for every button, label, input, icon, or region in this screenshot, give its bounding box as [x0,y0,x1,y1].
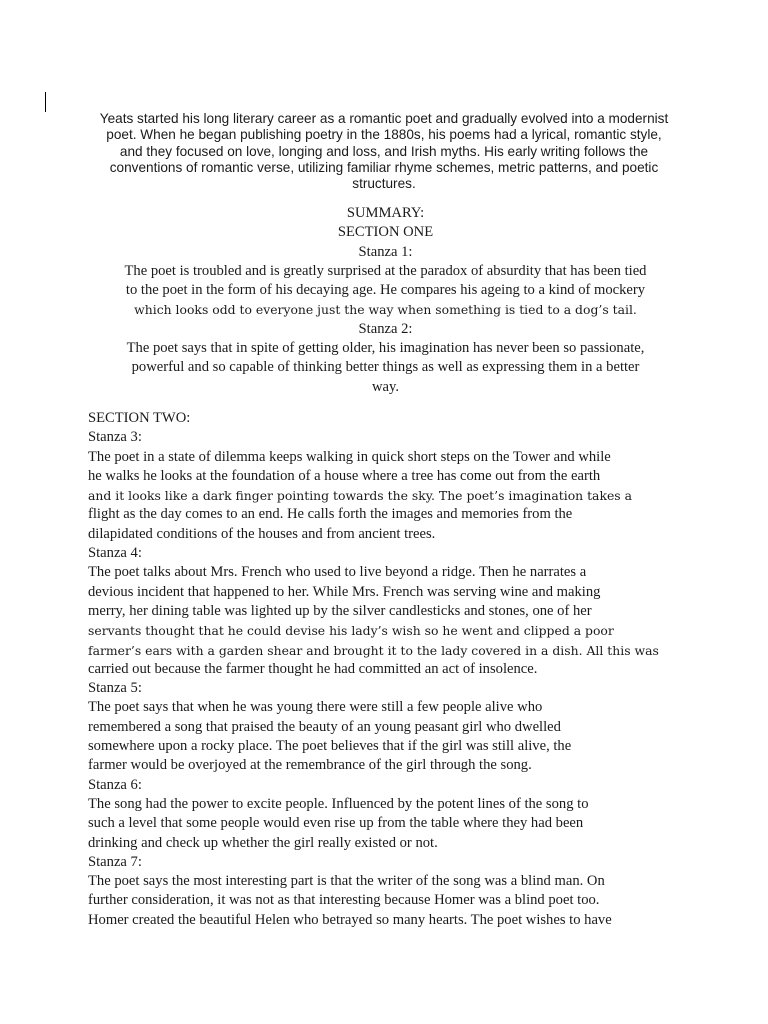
stanza-2-line: powerful and so capable of thinking better things as well as expressing them in a better [131,359,640,376]
stanza-1-line: The poet is troubled and is greatly surprised at the paradox of absurdity that has been tied [124,262,647,279]
text-cursor [45,92,46,112]
stanza-4-line: The poet talks about Mrs. French who used to live beyond a ridge. Then he narrates a [88,564,587,581]
stanza-5-line: farmer would be overjoyed at the remembrance of the girl through the song. [88,757,532,774]
stanza-5-label: Stanza 5: [88,680,142,697]
stanza-4-line: merry, her dining table was lighted up by the silver candlesticks and stones, one of her [88,602,592,619]
stanza-2-label: Stanza 2: [358,320,413,337]
section-one-heading: SECTION ONE [337,224,434,241]
stanza-4-line: devious incident that happened to her. While Mrs. French was serving wine and making [88,583,601,600]
stanza-5-line: remembered a song that praised the beauty of an young peasant girl who dwelled [88,718,561,735]
stanza-7-label: Stanza 7: [88,853,142,870]
intro-line: Yeats started his long literary career as a romantic poet and gradually evolved into a modernist [99,111,669,126]
stanza-5-line: somewhere upon a rocky place. The poet believes that if the girl was still alive, the [88,738,572,755]
stanza-3-line: he walks he looks at the foundation of a house where a tree has come out from the earth [88,467,601,484]
stanza-6-line: drinking and check up whether the girl really existed or not. [88,834,438,851]
stanza-7-line: The poet says the most interesting part is that the writer of the song was a blind man. On [88,873,605,890]
stanza-6-line: such a level that some people would even rise up from the table where they had been [88,815,584,832]
stanza-7-line: Homer created the beautiful Helen who betrayed so many hearts. The poet wishes to have [88,911,612,928]
stanza-3-label: Stanza 3: [88,429,142,446]
section-two-heading: SECTION TWO: [88,409,191,426]
stanza-6-line: The song had the power to excite people. Influenced by the potent lines of the song to [88,795,589,812]
stanza-2-line: The poet says that in spite of getting older, his imagination has never been so passionate, [126,340,645,357]
stanza-1-line: to the poet in the form of his decaying age. He compares his ageing to a kind of mockery [125,282,646,299]
stanza-1-line: which looks odd to everyone just the way when something is tied to a dog’s tail. [134,302,637,318]
intro-paragraph [88,111,680,192]
summary-body [88,204,683,930]
stanza-4-label: Stanza 4: [88,545,142,562]
stanza-3-line: dilapidated conditions of the houses and from ancient trees. [88,525,436,542]
stanza-7-line: further consideration, it was not as that interesting because Homer was a blind poet too. [88,892,600,909]
summary-heading: SUMMARY: [346,205,425,221]
intro-line: and they focused on love, longing and loss, and Irish myths. His early writing follows the [119,143,649,159]
intro-line: structures. [352,176,416,192]
stanza-4-line: servants thought that he could devise his lady’s wish so he went and clipped a poor [88,623,614,639]
stanza-3-line: and it looks like a dark finger pointing towards the sky. The poet’s imagination takes a [88,488,632,504]
stanza-4-line: farmer’s ears with a garden shear and brought it to the lady covered in a dish. All this was [88,642,659,658]
stanza-3-line: The poet in a state of dilemma keeps walking in quick short steps on the Tower and while [88,448,611,465]
stanza-3-line: flight as the day comes to an end. He calls forth the images and memories from the [88,506,573,523]
section-two [88,409,683,930]
intro-line: conventions of romantic verse, utilizing familiar rhyme schemes, metric patterns, and poetic [109,159,659,175]
stanza-6-label: Stanza 6: [88,776,142,793]
stanza-1-label: Stanza 1: [358,243,413,260]
stanza-2-line: way. [371,378,399,395]
stanza-4-line: carried out because the farmer thought he had committed an act of insolence. [88,660,538,677]
section-one [88,204,683,397]
stanza-5-line: The poet says that when he was young there were still a few people alive who [88,699,543,716]
intro-line: poet. When he began publishing poetry in the 1880s, his poems had a lyrical, romantic style, [106,127,662,143]
